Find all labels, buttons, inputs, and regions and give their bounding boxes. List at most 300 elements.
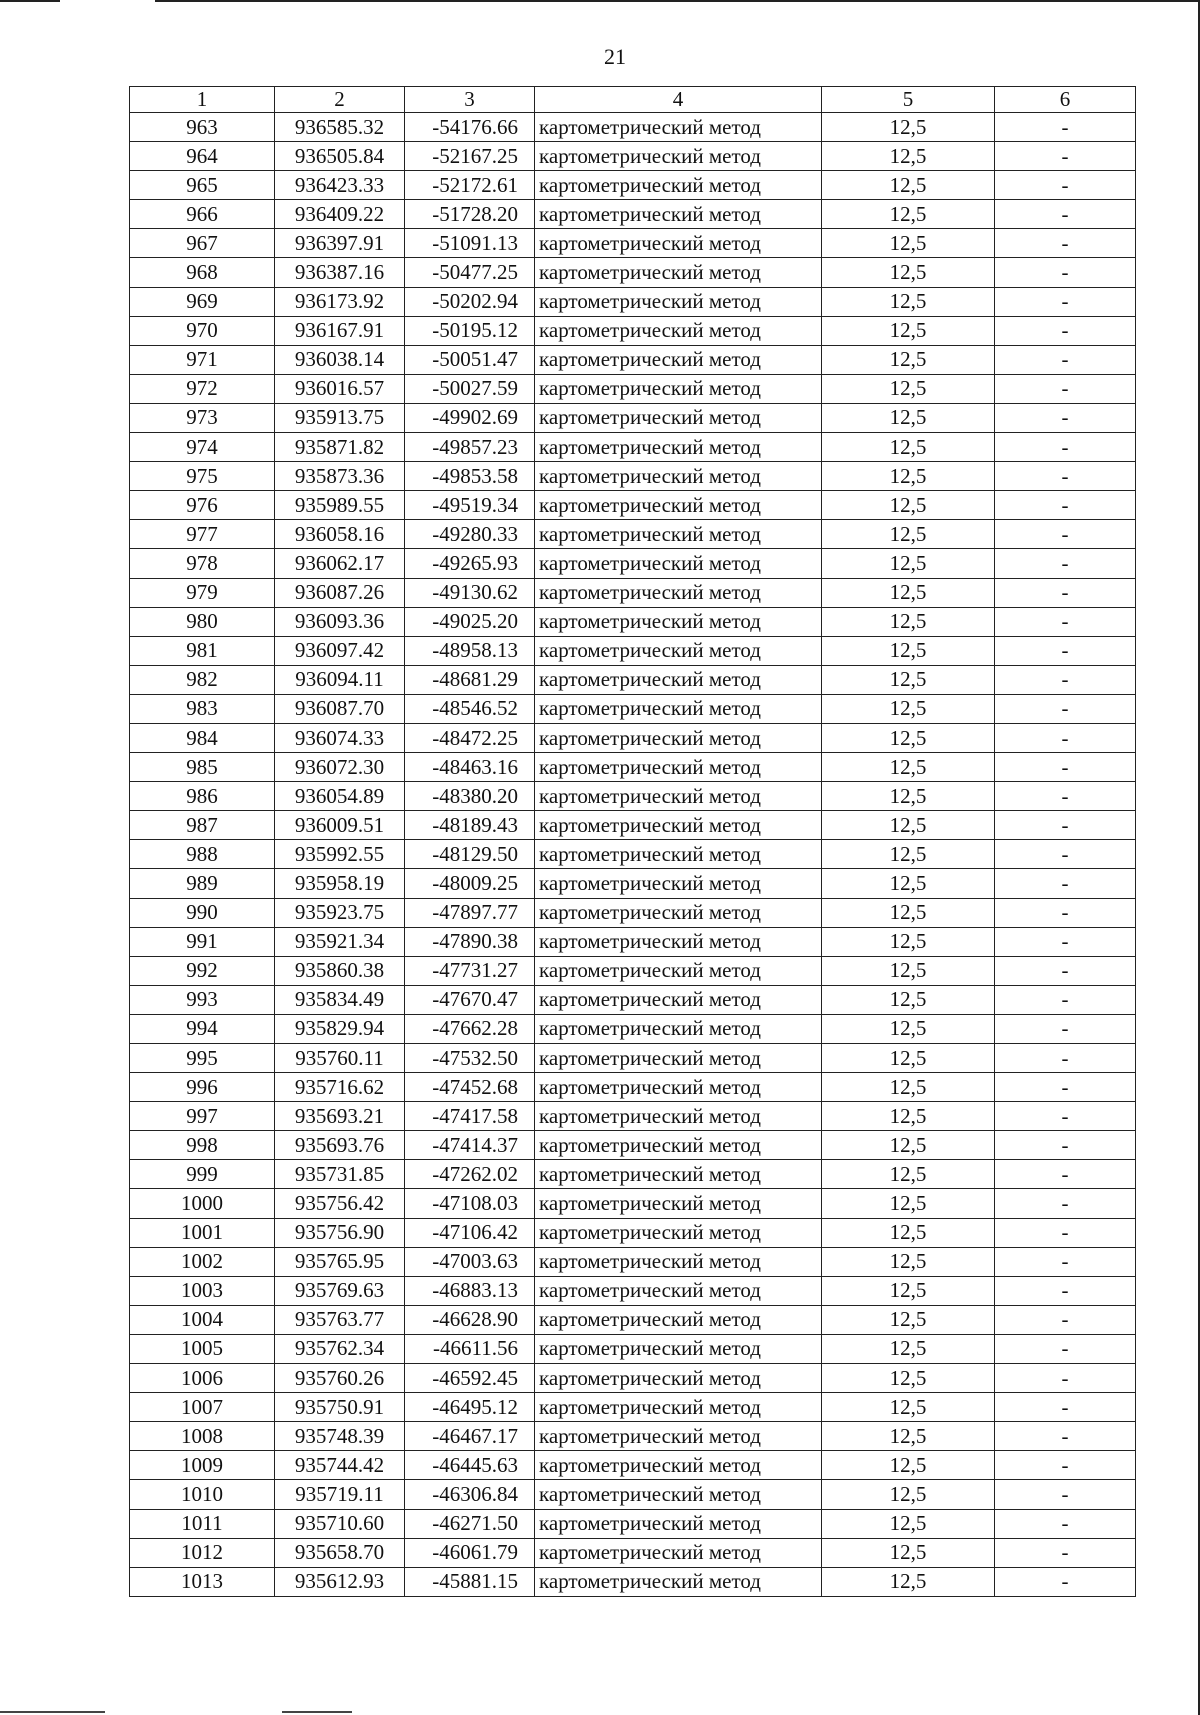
x-coordinate-cell: 935719.11	[275, 1480, 405, 1509]
x-coordinate-cell: 935769.63	[275, 1276, 405, 1305]
column-header-2: 2	[275, 87, 405, 113]
accuracy-cell: 12,5	[822, 1334, 995, 1363]
method-cell: картометрический метод	[535, 811, 822, 840]
x-coordinate-cell: 936173.92	[275, 287, 405, 316]
x-coordinate-cell: 936087.26	[275, 578, 405, 607]
table-row	[130, 1509, 1136, 1538]
point-number-cell: 1012	[130, 1538, 275, 1567]
note-cell: -	[995, 142, 1136, 171]
table-row	[130, 433, 1136, 462]
note-cell: -	[995, 723, 1136, 752]
point-number-cell: 999	[130, 1160, 275, 1189]
x-coordinate-cell: 935763.77	[275, 1305, 405, 1334]
method-cell: картометрический метод	[535, 374, 822, 403]
point-number-cell: 1011	[130, 1509, 275, 1538]
method-cell: картометрический метод	[535, 578, 822, 607]
note-cell: -	[995, 403, 1136, 432]
note-cell: -	[995, 229, 1136, 258]
y-coordinate-cell: -46611.56	[405, 1334, 535, 1363]
point-number-cell: 977	[130, 520, 275, 549]
x-coordinate-cell: 936038.14	[275, 345, 405, 374]
y-coordinate-cell: -47262.02	[405, 1160, 535, 1189]
table-row	[130, 316, 1136, 345]
note-cell: -	[995, 985, 1136, 1014]
note-cell: -	[995, 1393, 1136, 1422]
page-number: 21	[604, 44, 626, 69]
accuracy-cell: 12,5	[822, 607, 995, 636]
method-cell: картометрический метод	[535, 694, 822, 723]
note-cell: -	[995, 1131, 1136, 1160]
method-cell: картометрический метод	[535, 1422, 822, 1451]
x-coordinate-cell: 936505.84	[275, 142, 405, 171]
method-cell: картометрический метод	[535, 1073, 822, 1102]
y-coordinate-cell: -51728.20	[405, 200, 535, 229]
x-coordinate-cell: 936423.33	[275, 171, 405, 200]
y-coordinate-cell: -50195.12	[405, 316, 535, 345]
accuracy-cell: 12,5	[822, 142, 995, 171]
point-number-cell: 975	[130, 462, 275, 491]
x-coordinate-cell: 936167.91	[275, 316, 405, 345]
accuracy-cell: 12,5	[822, 520, 995, 549]
x-coordinate-cell: 935612.93	[275, 1567, 405, 1596]
table-row	[130, 723, 1136, 752]
y-coordinate-cell: -47414.37	[405, 1131, 535, 1160]
point-number-cell: 1010	[130, 1480, 275, 1509]
accuracy-cell: 12,5	[822, 1305, 995, 1334]
method-cell: картометрический метод	[535, 1218, 822, 1247]
x-coordinate-cell: 935829.94	[275, 1014, 405, 1043]
accuracy-cell: 12,5	[822, 782, 995, 811]
point-number-cell: 983	[130, 694, 275, 723]
table-row	[130, 1073, 1136, 1102]
x-coordinate-cell: 935913.75	[275, 403, 405, 432]
method-cell: картометрический метод	[535, 1247, 822, 1276]
table-row	[130, 607, 1136, 636]
accuracy-cell: 12,5	[822, 1567, 995, 1596]
column-header-1: 1	[130, 87, 275, 113]
point-number-cell: 998	[130, 1131, 275, 1160]
accuracy-cell: 12,5	[822, 403, 995, 432]
note-cell: -	[995, 840, 1136, 869]
method-cell: картометрический метод	[535, 200, 822, 229]
table-row	[130, 1305, 1136, 1334]
accuracy-cell: 12,5	[822, 753, 995, 782]
table-body	[130, 113, 1136, 1597]
note-cell: -	[995, 549, 1136, 578]
accuracy-cell: 12,5	[822, 1422, 995, 1451]
point-number-cell: 990	[130, 898, 275, 927]
x-coordinate-cell: 935750.91	[275, 1393, 405, 1422]
point-number-cell: 980	[130, 607, 275, 636]
y-coordinate-cell: -48129.50	[405, 840, 535, 869]
point-number-cell: 1013	[130, 1567, 275, 1596]
method-cell: картометрический метод	[535, 171, 822, 200]
accuracy-cell: 12,5	[822, 287, 995, 316]
table-row	[130, 782, 1136, 811]
accuracy-cell: 12,5	[822, 1131, 995, 1160]
method-cell: картометрический метод	[535, 403, 822, 432]
point-number-cell: 970	[130, 316, 275, 345]
note-cell: -	[995, 1480, 1136, 1509]
method-cell: картометрический метод	[535, 1334, 822, 1363]
table-row	[130, 1422, 1136, 1451]
note-cell: -	[995, 1073, 1136, 1102]
point-number-cell: 978	[130, 549, 275, 578]
method-cell: картометрический метод	[535, 316, 822, 345]
note-cell: -	[995, 782, 1136, 811]
y-coordinate-cell: -49902.69	[405, 403, 535, 432]
y-coordinate-cell: -50051.47	[405, 345, 535, 374]
note-cell: -	[995, 1276, 1136, 1305]
y-coordinate-cell: -48681.29	[405, 665, 535, 694]
accuracy-cell: 12,5	[822, 1102, 995, 1131]
note-cell: -	[995, 171, 1136, 200]
method-cell: картометрический метод	[535, 1538, 822, 1567]
accuracy-cell: 12,5	[822, 1509, 995, 1538]
method-cell: картометрический метод	[535, 1014, 822, 1043]
x-coordinate-cell: 935744.42	[275, 1451, 405, 1480]
note-cell: -	[995, 113, 1136, 142]
accuracy-cell: 12,5	[822, 898, 995, 927]
point-number-cell: 1008	[130, 1422, 275, 1451]
table-row	[130, 491, 1136, 520]
point-number-cell: 972	[130, 374, 275, 403]
coordinates-table	[129, 86, 1136, 1597]
note-cell: -	[995, 607, 1136, 636]
table-row	[130, 1276, 1136, 1305]
method-cell: картометрический метод	[535, 258, 822, 287]
table-row	[130, 520, 1136, 549]
point-number-cell: 1005	[130, 1334, 275, 1363]
note-cell: -	[995, 1364, 1136, 1393]
y-coordinate-cell: -46592.45	[405, 1364, 535, 1393]
table-row	[130, 1102, 1136, 1131]
table-row	[130, 985, 1136, 1014]
y-coordinate-cell: -47897.77	[405, 898, 535, 927]
point-number-cell: 992	[130, 956, 275, 985]
x-coordinate-cell: 935762.34	[275, 1334, 405, 1363]
accuracy-cell: 12,5	[822, 1538, 995, 1567]
accuracy-cell: 12,5	[822, 1189, 995, 1218]
method-cell: картометрический метод	[535, 1131, 822, 1160]
point-number-cell: 1001	[130, 1218, 275, 1247]
accuracy-cell: 12,5	[822, 491, 995, 520]
table-row	[130, 898, 1136, 927]
y-coordinate-cell: -54176.66	[405, 113, 535, 142]
x-coordinate-cell: 936009.51	[275, 811, 405, 840]
scan-edge-top-left	[0, 0, 60, 2]
accuracy-cell: 12,5	[822, 1393, 995, 1422]
x-coordinate-cell: 935748.39	[275, 1422, 405, 1451]
y-coordinate-cell: -47670.47	[405, 985, 535, 1014]
accuracy-cell: 12,5	[822, 229, 995, 258]
y-coordinate-cell: -46445.63	[405, 1451, 535, 1480]
point-number-cell: 993	[130, 985, 275, 1014]
x-coordinate-cell: 935989.55	[275, 491, 405, 520]
accuracy-cell: 12,5	[822, 113, 995, 142]
table-row	[130, 956, 1136, 985]
point-number-cell: 1000	[130, 1189, 275, 1218]
x-coordinate-cell: 936093.36	[275, 607, 405, 636]
accuracy-cell: 12,5	[822, 1451, 995, 1480]
point-number-cell: 965	[130, 171, 275, 200]
method-cell: картометрический метод	[535, 287, 822, 316]
x-coordinate-cell: 936387.16	[275, 258, 405, 287]
table-row	[130, 1218, 1136, 1247]
point-number-cell: 989	[130, 869, 275, 898]
method-cell: картометрический метод	[535, 1364, 822, 1393]
y-coordinate-cell: -48958.13	[405, 636, 535, 665]
note-cell: -	[995, 1102, 1136, 1131]
point-number-cell: 997	[130, 1102, 275, 1131]
accuracy-cell: 12,5	[822, 985, 995, 1014]
method-cell: картометрический метод	[535, 869, 822, 898]
point-number-cell: 971	[130, 345, 275, 374]
point-number-cell: 988	[130, 840, 275, 869]
accuracy-cell: 12,5	[822, 171, 995, 200]
y-coordinate-cell: -47417.58	[405, 1102, 535, 1131]
x-coordinate-cell: 936062.17	[275, 549, 405, 578]
method-cell: картометрический метод	[535, 1305, 822, 1334]
accuracy-cell: 12,5	[822, 636, 995, 665]
method-cell: картометрический метод	[535, 113, 822, 142]
y-coordinate-cell: -48189.43	[405, 811, 535, 840]
point-number-cell: 974	[130, 433, 275, 462]
table-row	[130, 1334, 1136, 1363]
note-cell: -	[995, 1014, 1136, 1043]
method-cell: картометрический метод	[535, 1509, 822, 1538]
note-cell: -	[995, 520, 1136, 549]
table-row	[130, 113, 1136, 142]
note-cell: -	[995, 1218, 1136, 1247]
accuracy-cell: 12,5	[822, 1480, 995, 1509]
x-coordinate-cell: 935958.19	[275, 869, 405, 898]
table-row	[130, 1131, 1136, 1160]
table-row	[130, 142, 1136, 171]
method-cell: картометрический метод	[535, 898, 822, 927]
note-cell: -	[995, 1334, 1136, 1363]
point-number-cell: 986	[130, 782, 275, 811]
point-number-cell: 985	[130, 753, 275, 782]
point-number-cell: 981	[130, 636, 275, 665]
point-number-cell: 982	[130, 665, 275, 694]
table-row	[130, 753, 1136, 782]
point-number-cell: 969	[130, 287, 275, 316]
method-cell: картометрический метод	[535, 956, 822, 985]
y-coordinate-cell: -46467.17	[405, 1422, 535, 1451]
x-coordinate-cell: 935693.21	[275, 1102, 405, 1131]
table-row	[130, 665, 1136, 694]
y-coordinate-cell: -49025.20	[405, 607, 535, 636]
column-header-3: 3	[405, 87, 535, 113]
table-row	[130, 1393, 1136, 1422]
note-cell: -	[995, 1538, 1136, 1567]
method-cell: картометрический метод	[535, 985, 822, 1014]
table-row	[130, 694, 1136, 723]
x-coordinate-cell: 935693.76	[275, 1131, 405, 1160]
note-cell: -	[995, 811, 1136, 840]
note-cell: -	[995, 1189, 1136, 1218]
y-coordinate-cell: -49857.23	[405, 433, 535, 462]
y-coordinate-cell: -46061.79	[405, 1538, 535, 1567]
note-cell: -	[995, 578, 1136, 607]
note-cell: -	[995, 258, 1136, 287]
x-coordinate-cell: 936097.42	[275, 636, 405, 665]
table-header	[130, 87, 1136, 113]
note-cell: -	[995, 1160, 1136, 1189]
table-row	[130, 200, 1136, 229]
note-cell: -	[995, 753, 1136, 782]
method-cell: картометрический метод	[535, 1044, 822, 1073]
y-coordinate-cell: -46883.13	[405, 1276, 535, 1305]
y-coordinate-cell: -46495.12	[405, 1393, 535, 1422]
x-coordinate-cell: 936016.57	[275, 374, 405, 403]
y-coordinate-cell: -50027.59	[405, 374, 535, 403]
accuracy-cell: 12,5	[822, 345, 995, 374]
y-coordinate-cell: -47452.68	[405, 1073, 535, 1102]
x-coordinate-cell: 935716.62	[275, 1073, 405, 1102]
table-row	[130, 578, 1136, 607]
y-coordinate-cell: -47731.27	[405, 956, 535, 985]
accuracy-cell: 12,5	[822, 811, 995, 840]
x-coordinate-cell: 936585.32	[275, 113, 405, 142]
point-number-cell: 1007	[130, 1393, 275, 1422]
accuracy-cell: 12,5	[822, 665, 995, 694]
y-coordinate-cell: -47890.38	[405, 927, 535, 956]
table-row	[130, 287, 1136, 316]
accuracy-cell: 12,5	[822, 1160, 995, 1189]
method-cell: картометрический метод	[535, 1567, 822, 1596]
accuracy-cell: 12,5	[822, 1276, 995, 1305]
accuracy-cell: 12,5	[822, 840, 995, 869]
table-row	[130, 258, 1136, 287]
table-row	[130, 374, 1136, 403]
note-cell: -	[995, 462, 1136, 491]
note-cell: -	[995, 956, 1136, 985]
y-coordinate-cell: -51091.13	[405, 229, 535, 258]
accuracy-cell: 12,5	[822, 549, 995, 578]
table-row	[130, 811, 1136, 840]
x-coordinate-cell: 936409.22	[275, 200, 405, 229]
note-cell: -	[995, 345, 1136, 374]
method-cell: картометрический метод	[535, 142, 822, 171]
table-row	[130, 1364, 1136, 1393]
table-row	[130, 345, 1136, 374]
note-cell: -	[995, 200, 1136, 229]
y-coordinate-cell: -48463.16	[405, 753, 535, 782]
y-coordinate-cell: -49130.62	[405, 578, 535, 607]
x-coordinate-cell: 936397.91	[275, 229, 405, 258]
table-row	[130, 927, 1136, 956]
method-cell: картометрический метод	[535, 1393, 822, 1422]
point-number-cell: 1003	[130, 1276, 275, 1305]
accuracy-cell: 12,5	[822, 1218, 995, 1247]
method-cell: картометрический метод	[535, 520, 822, 549]
table-row	[130, 403, 1136, 432]
y-coordinate-cell: -47003.63	[405, 1247, 535, 1276]
note-cell: -	[995, 869, 1136, 898]
point-number-cell: 1004	[130, 1305, 275, 1334]
table-row	[130, 1538, 1136, 1567]
point-number-cell: 968	[130, 258, 275, 287]
point-number-cell: 991	[130, 927, 275, 956]
accuracy-cell: 12,5	[822, 316, 995, 345]
y-coordinate-cell: -49280.33	[405, 520, 535, 549]
x-coordinate-cell: 936054.89	[275, 782, 405, 811]
method-cell: картометрический метод	[535, 433, 822, 462]
note-cell: -	[995, 374, 1136, 403]
note-cell: -	[995, 636, 1136, 665]
table-row	[130, 869, 1136, 898]
method-cell: картометрический метод	[535, 665, 822, 694]
method-cell: картометрический метод	[535, 549, 822, 578]
note-cell: -	[995, 927, 1136, 956]
y-coordinate-cell: -50202.94	[405, 287, 535, 316]
point-number-cell: 1009	[130, 1451, 275, 1480]
note-cell: -	[995, 287, 1136, 316]
x-coordinate-cell: 935921.34	[275, 927, 405, 956]
note-cell: -	[995, 898, 1136, 927]
y-coordinate-cell: -48472.25	[405, 723, 535, 752]
accuracy-cell: 12,5	[822, 1247, 995, 1276]
table-row	[130, 1014, 1136, 1043]
y-coordinate-cell: -52167.25	[405, 142, 535, 171]
y-coordinate-cell: -45881.15	[405, 1567, 535, 1596]
note-cell: -	[995, 491, 1136, 520]
y-coordinate-cell: -52172.61	[405, 171, 535, 200]
table-row	[130, 549, 1136, 578]
x-coordinate-cell: 935765.95	[275, 1247, 405, 1276]
method-cell: картометрический метод	[535, 782, 822, 811]
y-coordinate-cell: -49265.93	[405, 549, 535, 578]
point-number-cell: 994	[130, 1014, 275, 1043]
y-coordinate-cell: -47106.42	[405, 1218, 535, 1247]
method-cell: картометрический метод	[535, 723, 822, 752]
accuracy-cell: 12,5	[822, 1014, 995, 1043]
y-coordinate-cell: -48380.20	[405, 782, 535, 811]
x-coordinate-cell: 935760.26	[275, 1364, 405, 1393]
y-coordinate-cell: -48546.52	[405, 694, 535, 723]
method-cell: картометрический метод	[535, 1451, 822, 1480]
accuracy-cell: 12,5	[822, 374, 995, 403]
x-coordinate-cell: 935658.70	[275, 1538, 405, 1567]
note-cell: -	[995, 1422, 1136, 1451]
method-cell: картометрический метод	[535, 1276, 822, 1305]
table-row	[130, 171, 1136, 200]
x-coordinate-cell: 935871.82	[275, 433, 405, 462]
x-coordinate-cell: 935731.85	[275, 1160, 405, 1189]
table-row	[130, 1160, 1136, 1189]
point-number-cell: 964	[130, 142, 275, 171]
accuracy-cell: 12,5	[822, 1073, 995, 1102]
note-cell: -	[995, 1509, 1136, 1538]
header-row	[130, 87, 1136, 113]
y-coordinate-cell: -46628.90	[405, 1305, 535, 1334]
method-cell: картометрический метод	[535, 229, 822, 258]
table-row	[130, 1480, 1136, 1509]
accuracy-cell: 12,5	[822, 462, 995, 491]
point-number-cell: 976	[130, 491, 275, 520]
y-coordinate-cell: -47662.28	[405, 1014, 535, 1043]
x-coordinate-cell: 936087.70	[275, 694, 405, 723]
point-number-cell: 966	[130, 200, 275, 229]
x-coordinate-cell: 936094.11	[275, 665, 405, 694]
y-coordinate-cell: -46306.84	[405, 1480, 535, 1509]
table-row	[130, 840, 1136, 869]
accuracy-cell: 12,5	[822, 578, 995, 607]
table-row	[130, 1189, 1136, 1218]
point-number-cell: 995	[130, 1044, 275, 1073]
